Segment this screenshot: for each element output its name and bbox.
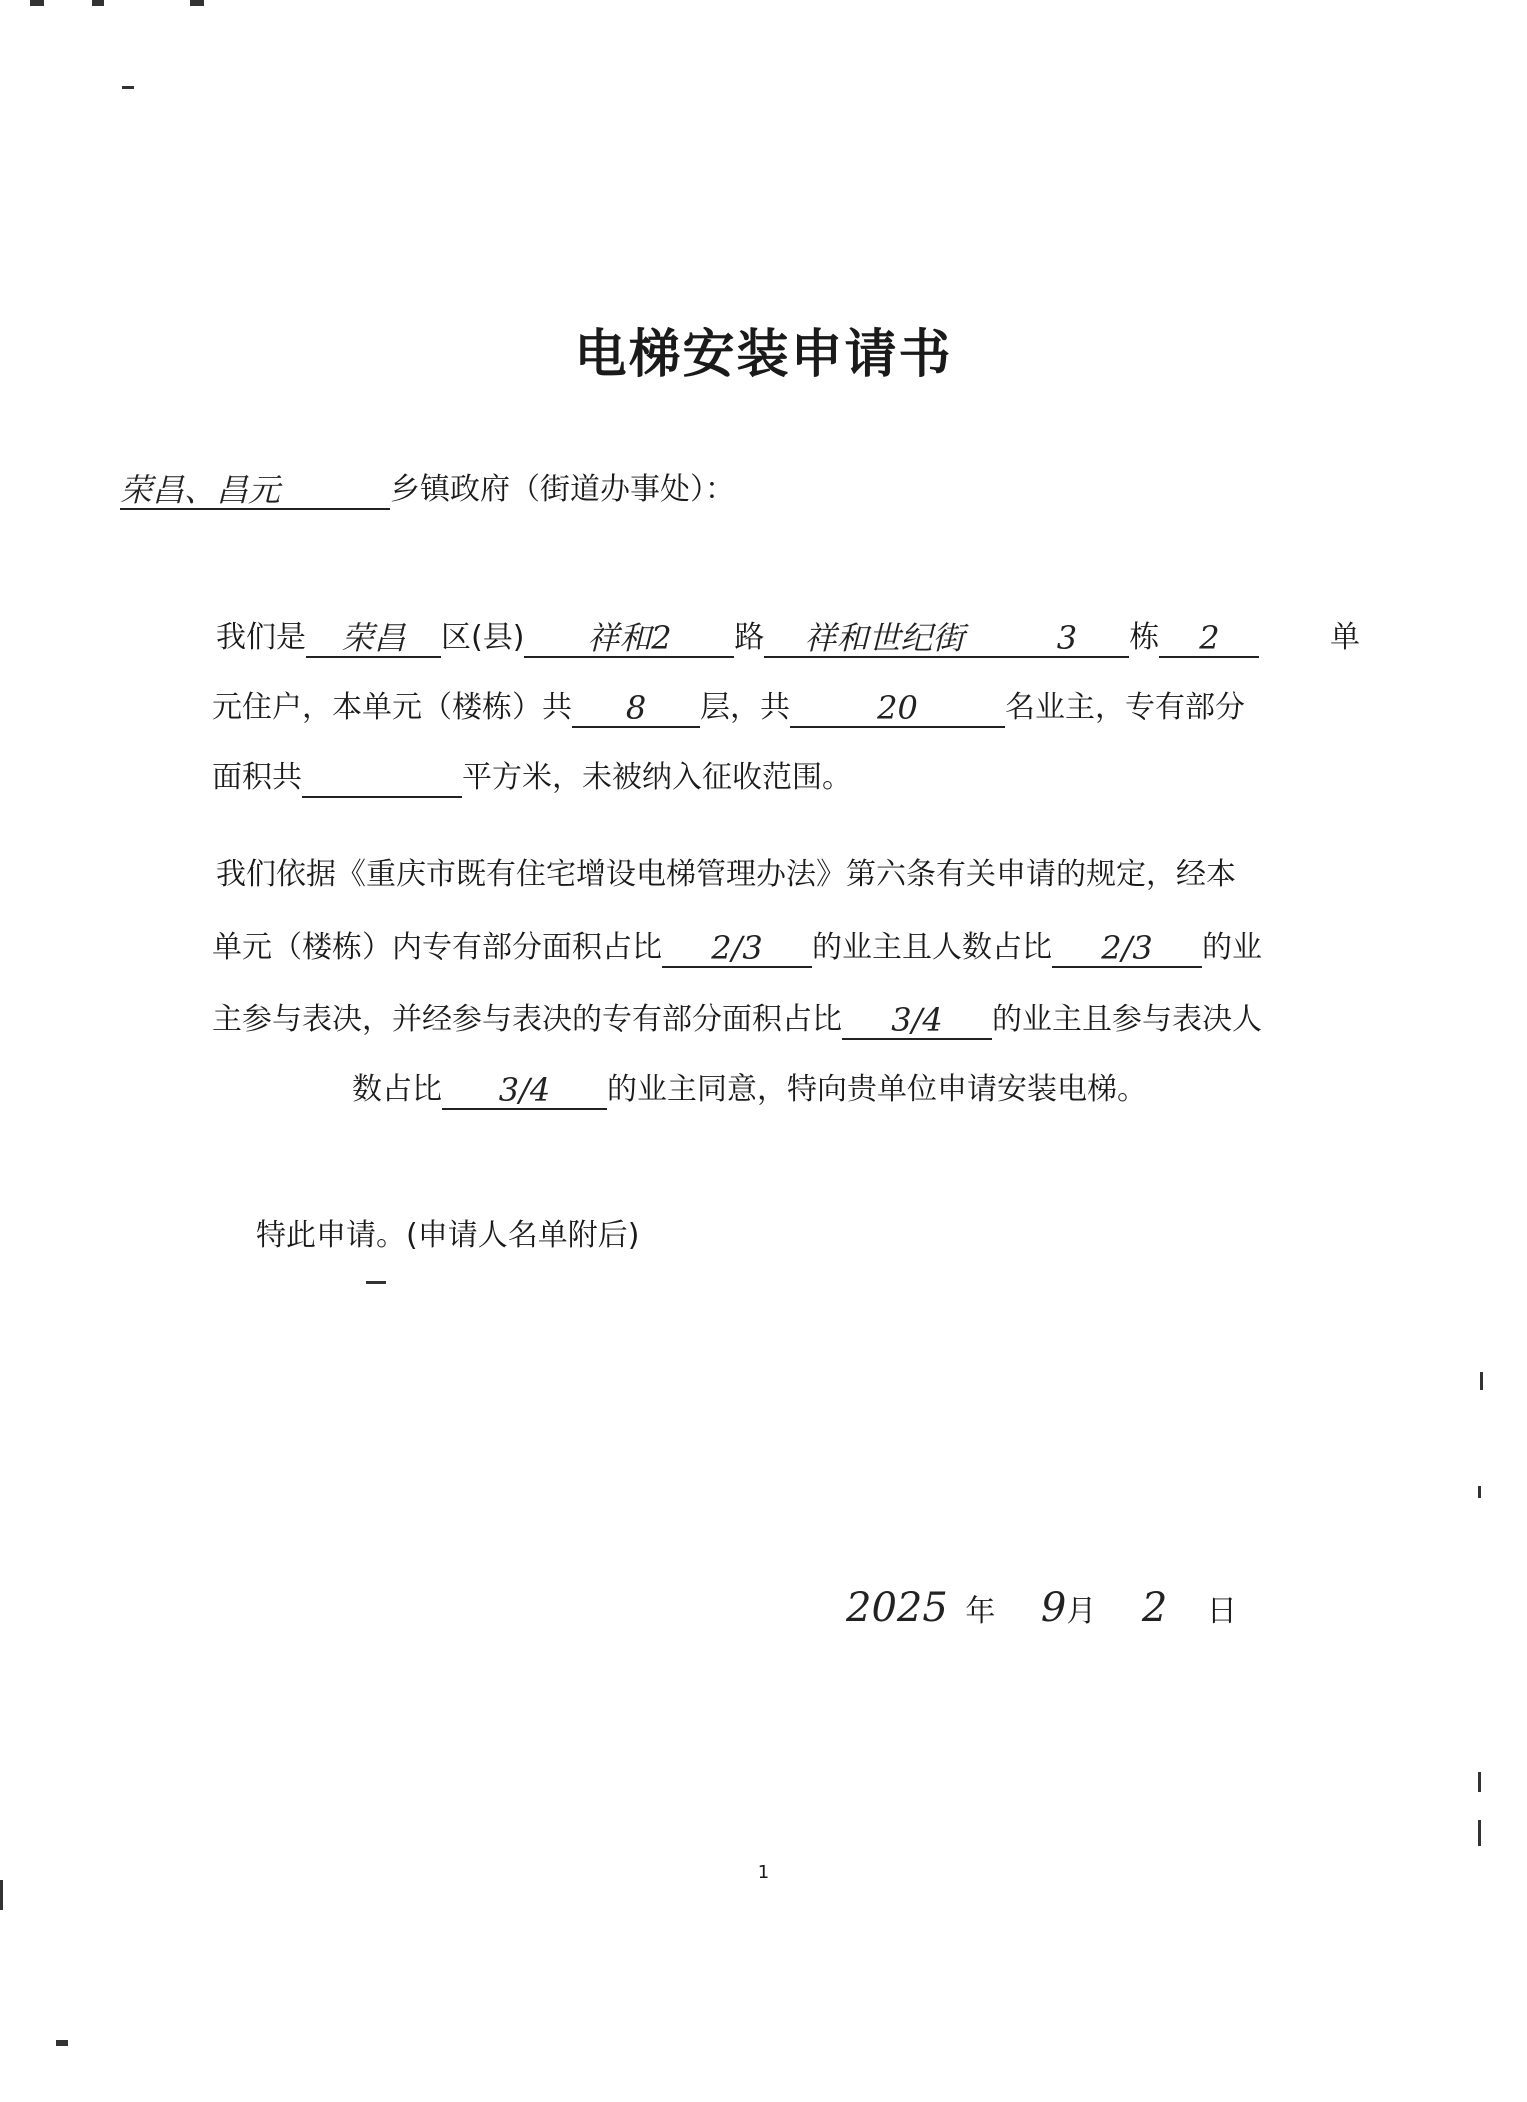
p2-text: 主参与表决，并经参与表决的专有部分面积占比 [212, 1002, 842, 1037]
ratio-vote-people-value: 3/4 [498, 1071, 551, 1109]
p1-text: 栋 [1129, 620, 1160, 655]
scan-mark [1478, 1820, 1481, 1846]
scan-mark [30, 0, 44, 6]
ratio-vote-area-value: 3/4 [891, 1001, 943, 1039]
date-year: 2025 [846, 1585, 948, 1631]
date-day-label: 日 [1206, 1594, 1237, 1629]
scan-mark [1478, 1772, 1481, 1792]
road-value: 祥和2 [587, 619, 672, 657]
owners-blank [790, 690, 1005, 728]
community-value: 祥和世纪街 [804, 619, 965, 657]
scan-mark [122, 86, 134, 89]
paragraph-1-line-3 [212, 758, 852, 798]
paragraph-2-line-3 [212, 1000, 1262, 1040]
p1-text: 区(县) [441, 620, 525, 655]
floors-blank [572, 690, 700, 728]
signature-date [846, 1585, 1237, 1632]
addressee-suffix: 乡镇政府（街道办事处）： [390, 472, 735, 507]
ratio-area-value: 2/3 [711, 929, 763, 967]
road-blank [524, 620, 734, 658]
ratio-people-blank [1052, 930, 1202, 968]
scan-mark [1480, 1372, 1483, 1390]
owners-value: 20 [877, 689, 918, 727]
p1-text: 我们是 [216, 620, 306, 655]
ratio-vote-area-blank [842, 1002, 992, 1040]
paragraph-1-line-2 [212, 688, 1245, 728]
p1-text: 平方米，未被纳入征收范围。 [462, 760, 852, 795]
scan-mark [92, 0, 104, 6]
document-title: 电梯安装申请书 [574, 325, 953, 385]
addressee-line [120, 470, 735, 510]
p2-text: 的业主且参与表决人 [992, 1002, 1262, 1037]
unit-value: 2 [1199, 619, 1220, 657]
p1-text: 面积共 [212, 760, 302, 795]
district-blank [306, 620, 441, 658]
unit-blank [1159, 620, 1259, 658]
community-blank [764, 620, 1004, 658]
p2-text: 的业主同意，特向贵单位申请安装电梯。 [607, 1072, 1147, 1107]
p2-text: 的业 [1202, 930, 1262, 965]
paragraph-1-dan: 单 [1330, 620, 1360, 655]
building-value: 3 [1056, 619, 1078, 657]
paragraph-2-line-1: 我们依据《重庆市既有住宅增设电梯管理办法》第六条有关申请的规定，经本 [216, 857, 1236, 892]
scan-mark [190, 0, 204, 6]
p1-text: 层，共 [700, 690, 790, 725]
p1-text: 名业主，专有部分 [1005, 690, 1245, 725]
area-blank [302, 760, 462, 798]
ratio-people-value: 2/3 [1101, 929, 1153, 967]
paragraph-2-line-4 [352, 1070, 1147, 1110]
paragraph-1-line-1 [216, 618, 1259, 658]
date-month-label: 月 [1066, 1594, 1097, 1629]
ratio-vote-people-blank [442, 1072, 607, 1110]
date-year-label: 年 [965, 1594, 996, 1629]
district-value: 荣昌 [341, 619, 406, 657]
date-day: 2 [1141, 1585, 1168, 1631]
ratio-area-blank [662, 930, 812, 968]
p1-text: 元住户，本单元（楼栋）共 [212, 690, 572, 725]
page-number: 1 [757, 1862, 770, 1883]
scan-mark [1478, 1486, 1481, 1498]
addressee-name-blank [120, 472, 390, 510]
p2-text: 数占比 [352, 1072, 442, 1107]
scan-mark [56, 2040, 68, 2046]
closing-statement: 特此申请。(申请人名单附后) [256, 1218, 640, 1253]
addressee-handwritten-name: 荣昌、昌元 [120, 471, 281, 509]
p2-text: 单元（楼栋）内专有部分面积占比 [212, 930, 662, 965]
date-month: 9 [1040, 1585, 1067, 1631]
floors-value: 8 [625, 689, 647, 727]
building-blank [1004, 620, 1129, 658]
p1-text: 路 [734, 620, 765, 655]
scan-mark [0, 1880, 3, 1910]
scan-mark [366, 1281, 386, 1284]
p2-text: 的业主且人数占比 [812, 930, 1052, 965]
paragraph-2-line-2 [212, 928, 1262, 968]
